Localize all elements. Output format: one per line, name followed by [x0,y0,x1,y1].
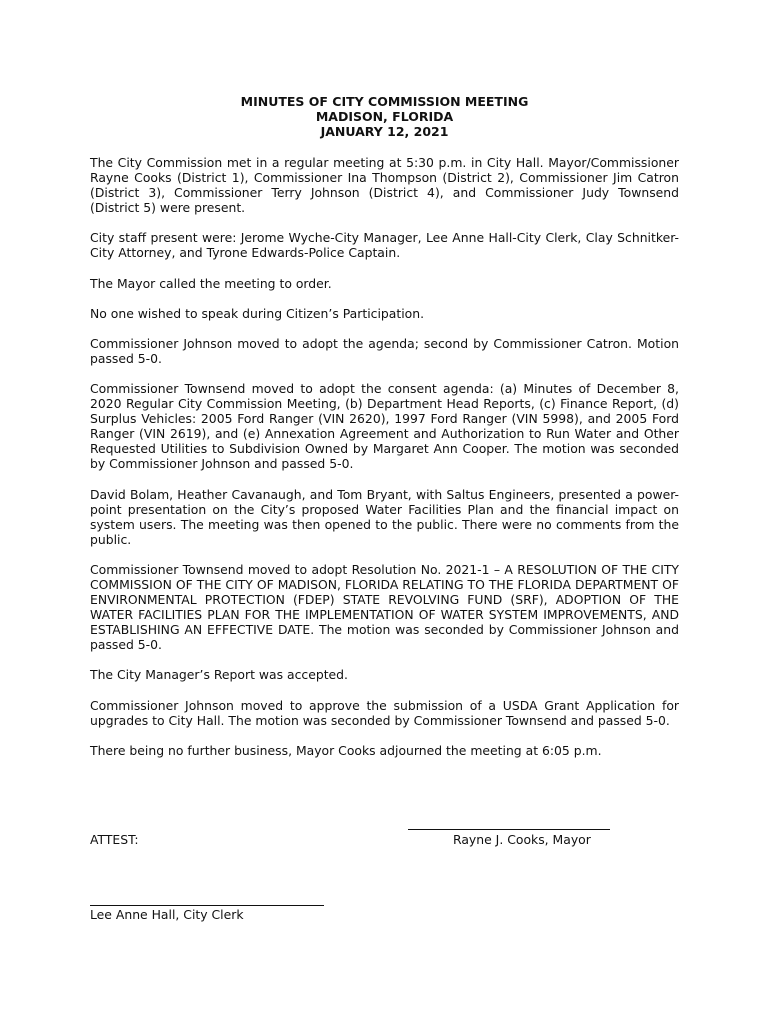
paragraph-call-to-order: The Mayor called the meeting to order. [90,275,332,291]
paragraph-consent-agenda: Commissioner Townsend moved to adopt the consent agenda: (a) Minutes of December 8, 2020 Regular City Commission Meeting, (b) Department Head Reports, (c) Finance Report, (d) Surplus Vehicles: 2005 Ford Ranger (VIN 2620), 1997 Ford Ranger (VIN 5998), and 2005 Ford Ranger (VIN 2619), and (e) Annexation Agreement and Authorization to Run Water and Other Requested Utilities to Subdivision Owned by Margaret Ann Cooper. The motion was seconded by Commissioner Johnson and passed 5-0. [90,380,679,472]
signature-block [90,822,679,942]
clerk-name: Lee Anne Hall, City Clerk [90,907,244,922]
clerk-signature-line [90,905,324,906]
attest-label: ATTEST: [90,832,139,847]
paragraph-agenda: Commissioner Johnson moved to adopt the agenda; second by Commissioner Catron. Motion passed 5-0. [90,335,679,366]
paragraph-adjournment: There being no further business, Mayor Cooks adjourned the meeting at 6:05 p.m. [90,742,602,758]
paragraph-citizens-participation: No one wished to speak during Citizen’s Participation. [90,305,425,321]
paragraph-managers-report: The City Manager’s Report was accepted. [90,667,348,683]
mayor-signature-line [408,829,610,830]
paragraph-staff: City staff present were: Jerome Wyche-City Manager, Lee Anne Hall-City Clerk, Clay Schnitker-City Attorney, and Tyrone Edwards-Police Captain. [90,230,679,261]
paragraph-resolution: Commissioner Townsend moved to adopt Resolution No. 2021-1 – A RESOLUTION OF THE CITY COMMISSION OF THE CITY OF MADISON, FLORIDA RELATING TO THE FLORIDA DEPARTMENT OF ENVIRONMENTAL PROTECTION (FDEP) STATE REVOLVING FUND (SRF), ADOPTION OF THE WATER FACILITIES PLAN FOR THE IMPLEMENTATION OF WATER SYSTEM IMPROVEMENTS, AND ESTABLISHING AN EFFECTIVE DATE. The motion was seconded by Commissioner Johnson and passed 5-0. [90,561,679,653]
document-location: MADISON, FLORIDA [315,109,454,124]
minutes-document [90,94,679,758]
paragraph-attendance: The City Commission met in a regular meeting at 5:30 p.m. in City Hall. Mayor/Commissioner Rayne Cooks (District 1), Commissioner Ina Thompson (District 2), Commissioner Jim Catron (District 3), Commissioner Terry Johnson (District 4), and Commissioner Judy Townsend (District 5) were present. [90,155,679,216]
mayor-name: Rayne J. Cooks, Mayor [453,832,591,847]
paragraph-usda-grant: Commissioner Johnson moved to approve the submission of a USDA Grant Application for upgrades to City Hall. The motion was seconded by Commissioner Townsend and passed 5-0. [90,697,679,728]
paragraph-presentation: David Bolam, Heather Cavanaugh, and Tom Bryant, with Saltus Engineers, presented a power-point presentation on the City’s proposed Water Facilities Plan and the financial impact on system users. The meeting was then opened to the public. There were no comments from the public. [90,486,679,547]
document-header [90,94,679,139]
document-title: MINUTES OF CITY COMMISSION MEETING [240,94,529,109]
document-date: JANUARY 12, 2021 [320,124,449,139]
